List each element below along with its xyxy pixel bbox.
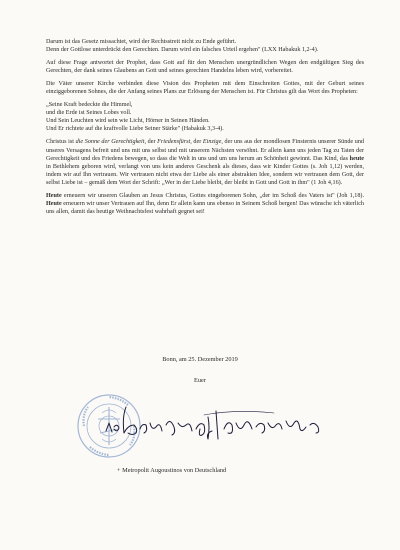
paragraph-1-line-2: Denn der Gottlose unterdrückt den Gerechten. Darum wird ein falsches Urteil ergehen" (LXX Habakuk 1,2-4).: [46, 47, 319, 54]
p4-part-g: , der uns aus der mondlosen Finsternis unserer Sünde und unseres Versagens befreit und uns mit uns selbst und mit unserem Nächsten versöhnt. Er allein kann uns jeden Tag zu Taten der Gerechtigkeit und des Friedens bewegen, so dass die Welt in uns und um uns herum an Schönheit gewinnt. Das Kind, das: [46, 139, 364, 162]
p4-only-one: Einzige: [202, 139, 222, 146]
signer-name: + Metropolit Augoustinos von Deutschland: [117, 467, 227, 474]
p4-part-i: in Bethlehem geboren wird, verlangt von uns kein anderes Geschenk als dieses, dass wir Kinder Gottes (s. Joh 1,12) werden, indem wir auf Ihn vertrauen. Wir vertrauen nicht etwa der Liebe als einer abstrakten Idee, sondern wir vertrauen dem Gott, der selbst Liebe ist – gemäß dem Wort der Schrift: „Wer in der Liebe bleibt, der bleibt in Gott und Gott in ihm" (1 Joh 4,16).: [46, 163, 364, 186]
quote-line-2: und die Erde ist Seines Lobes voll.: [46, 110, 132, 117]
p5-today-2: Heute: [46, 200, 62, 207]
p4-sun-of-righteousness: die Sonne der Gerechtigkeit: [75, 139, 145, 146]
quote-line-3: Und Sein Leuchten wird sein wie Licht, Hörner in Seinen Händen.: [46, 118, 210, 125]
p5-today-1: Heute: [46, 192, 62, 199]
salutation: Euer: [194, 377, 206, 384]
p5-part-b: erneuern wir unseren Glauben an Jesus Christus, Gottes eingeborenen Sohn, „der im Schoß des Vaters ist" (Joh 1,18).: [61, 192, 364, 199]
p4-today: heute: [349, 155, 364, 162]
paragraph-4: [46, 138, 364, 186]
habakuk-quote: [46, 101, 364, 133]
p4-prince-of-peace: Friedensfürst: [157, 139, 191, 146]
letter-body: [46, 38, 364, 221]
p4-part-e: , der: [190, 139, 203, 146]
quote-line-1: „Seine Kraft bedeckte die Himmel,: [46, 102, 133, 109]
p4-part-a: Christus ist: [46, 139, 76, 146]
p4-part-c: , der: [144, 139, 158, 146]
quote-line-4: Und Er richtete auf die kraftvolle Liebe Seiner Stärke" (Habakuk 3,3-4).: [46, 126, 224, 133]
paragraph-1-line-1: Darum ist das Gesetz missachtet, wird der Rechtsstreit nicht zu Ende geführt.: [46, 39, 237, 45]
paragraph-3: Die Väter unserer Kirche verbinden diese Vision des Propheten mit dem Einschreiten Gottes, mit der Geburt seines einziggeborenen Sohnes, die der Anfang seines Plans zur Erlösung der Menschen ist. Für Christus gilt das Wort des Propheten:: [46, 81, 364, 96]
handwritten-signature: [104, 403, 334, 443]
place-date: Bonn, am 25. Dezember 2019: [162, 356, 238, 363]
p5-part-d: erneuern wir unser Vertrauen auf Ihn, denn Er allein kann uns ebenso in Seinem Schoß bergen! Das wünsche ich väterlich uns allen, damit das heutige Weihnachtsfest wahrhaft gegnet sei!: [46, 200, 364, 215]
paragraph-5: [46, 192, 364, 216]
paragraph-2: Auf diese Frage antwortet der Prophet, dass Gott auf für den Menschen unergründlichen Wegen den endgültigen Sieg des Gerechten, der dank seines Glaubens an Gott und seines gerechten Handelns leben wird, vorbereitet.: [46, 60, 364, 75]
